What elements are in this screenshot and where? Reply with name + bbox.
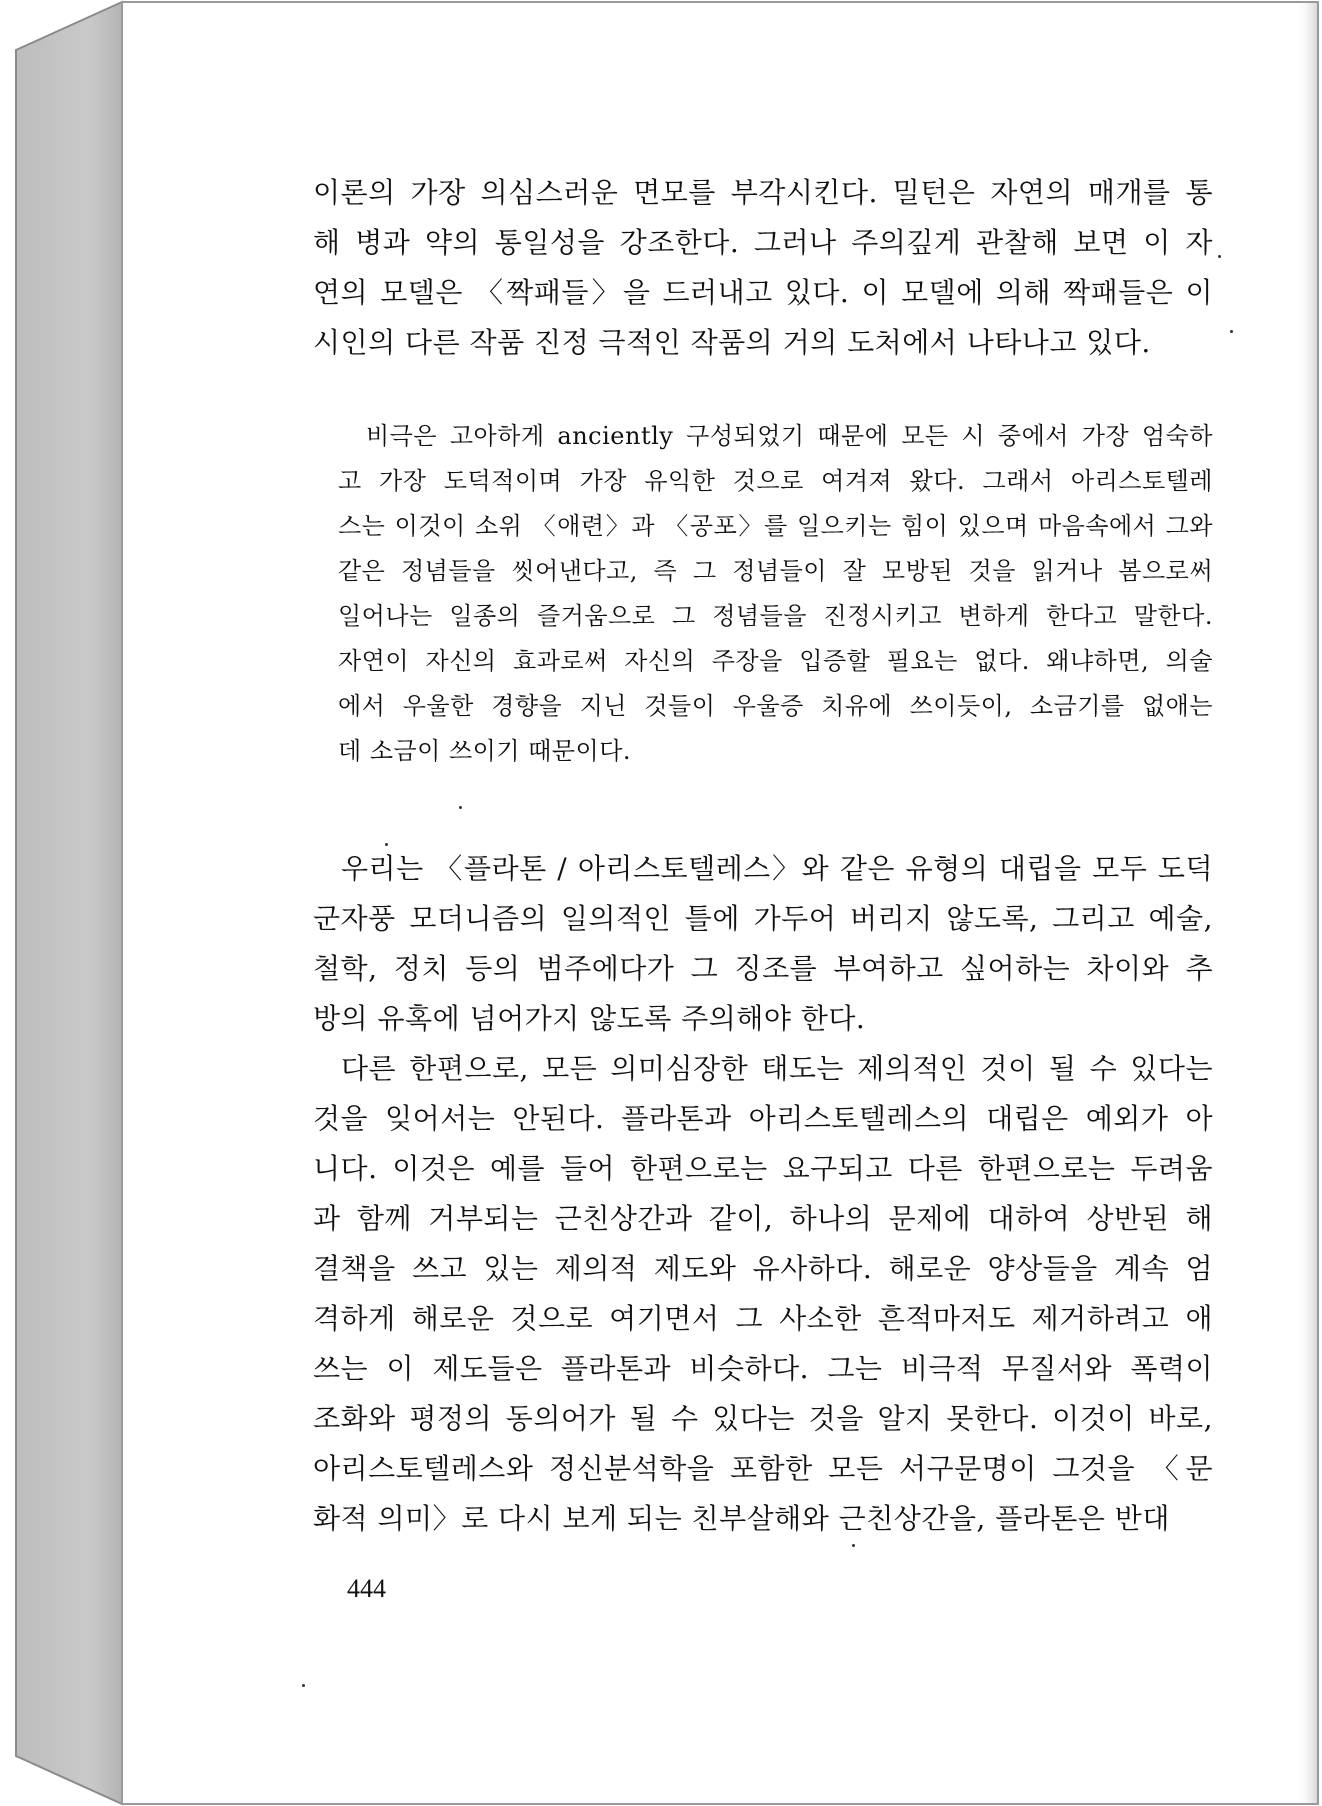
paragraph-1-line: 시인의 다른 작품 진정 극적인 작품의 거의 도처에서 나타나고 있다. <box>313 326 1151 359</box>
scan-speck <box>302 1684 305 1687</box>
page-right-shadow <box>1296 3 1317 1803</box>
scan-speck <box>1218 255 1221 258</box>
scan-speck <box>459 806 462 809</box>
block-quote <box>338 414 1213 774</box>
quote-line: 스는 이것이 소위 〈애련〉과 〈공포〉를 일으키는 힘이 있으며 마음속에서 그와 <box>338 512 1213 540</box>
paragraph-1-line: 해 병과 약의 통일성을 강조한다. 그러나 주의깊게 관찰해 보면 이 자 <box>313 226 1213 259</box>
paragraph-3-line: 아리스토텔레스와 정신분석학을 포함한 모든 서구문명이 그것을 〈문 <box>313 1452 1213 1485</box>
quote-line: 에서 우울한 경향을 지닌 것들이 우울증 치유에 쓰이듯이, 소금기를 없애는 <box>338 692 1213 720</box>
page-number: 444 <box>347 1574 386 1603</box>
quote-line: 고 가장 도덕적이며 가장 유익한 것으로 여겨져 왔다. 그래서 아리스토텔레 <box>338 467 1213 495</box>
paragraphs-2-3 <box>313 844 1213 1544</box>
paragraph-2-line: 방의 유혹에 넘어가지 않도록 주의해야 한다. <box>313 1002 866 1035</box>
quote-line: 비극은 고아하게 anciently 구성되었기 때문에 모든 시 중에서 가장 엄숙하 <box>366 422 1213 450</box>
paragraph-1-line: 이론의 가장 의심스러운 면모를 부각시킨다. 밀턴은 자연의 매개를 통 <box>313 176 1213 209</box>
paragraph-2-line: 군자풍 모더니즘의 일의적인 틀에 가두어 버리지 않도록, 그리고 예술, <box>313 902 1213 935</box>
paragraph-3-line: 화적 의미〉로 다시 보게 되는 친부살해와 근친상간을, 플라톤은 반대 <box>313 1502 1170 1535</box>
quote-line: 같은 정념들을 씻어낸다고, 즉 그 정념들이 잘 모방된 것을 읽거나 봄으로써 <box>338 557 1213 585</box>
quote-line: 일어나는 일종의 즐거움으로 그 정념들을 진정시키고 변하게 한다고 말한다. <box>338 602 1213 630</box>
paragraph-3-line: 다른 한편으로, 모든 의미심장한 태도는 제의적인 것이 될 수 있다는 <box>341 1052 1213 1085</box>
paragraph-3-line: 결책을 쓰고 있는 제의적 제도와 유사하다. 해로운 양상들을 계속 엄 <box>313 1252 1213 1285</box>
scan-speck <box>852 1544 855 1547</box>
paragraph-1-line: 연의 모델은 〈짝패들〉을 드러내고 있다. 이 모델에 의해 짝패들은 이 <box>313 276 1213 309</box>
paragraph-3-line: 격하게 해로운 것으로 여기면서 그 사소한 흔적마저도 제거하려고 애 <box>313 1302 1213 1335</box>
paragraph-3-line: 과 함께 거부되는 근친상간과 같이, 하나의 문제에 대하여 상반된 해 <box>313 1202 1213 1235</box>
paragraph-2-line: 철학, 정치 등의 범주에다가 그 징조를 부여하고 싶어하는 차이와 추 <box>313 952 1213 985</box>
scan-speck <box>1230 330 1233 333</box>
paragraph-3-line: 니다. 이것은 예를 들어 한편으로는 요구되고 다른 한편으로는 두려움 <box>313 1152 1213 1185</box>
paragraph-3-line: 조화와 평정의 동의어가 될 수 있다는 것을 알지 못한다. 이것이 바로, <box>313 1402 1213 1435</box>
quote-line: 자연이 자신의 효과로써 자신의 주장을 입증할 필요는 없다. 왜냐하면, 의술 <box>338 647 1213 675</box>
paragraph-3-line: 것을 잊어서는 안된다. 플라톤과 아리스토텔레스의 대립은 예외가 아 <box>313 1102 1213 1135</box>
scan-speck <box>385 843 388 846</box>
quote-line: 데 소금이 쓰이기 때문이다. <box>338 737 632 765</box>
paragraph-3-line: 쓰는 이 제도들은 플라톤과 비슷하다. 그는 비극적 무질서와 폭력이 <box>313 1352 1213 1385</box>
book-spine <box>16 2 122 1804</box>
paragraph-1 <box>313 168 1213 368</box>
paragraph-2-line: 우리는 〈플라톤 / 아리스토텔레스〉와 같은 유형의 대립을 모두 도덕 <box>341 852 1213 885</box>
